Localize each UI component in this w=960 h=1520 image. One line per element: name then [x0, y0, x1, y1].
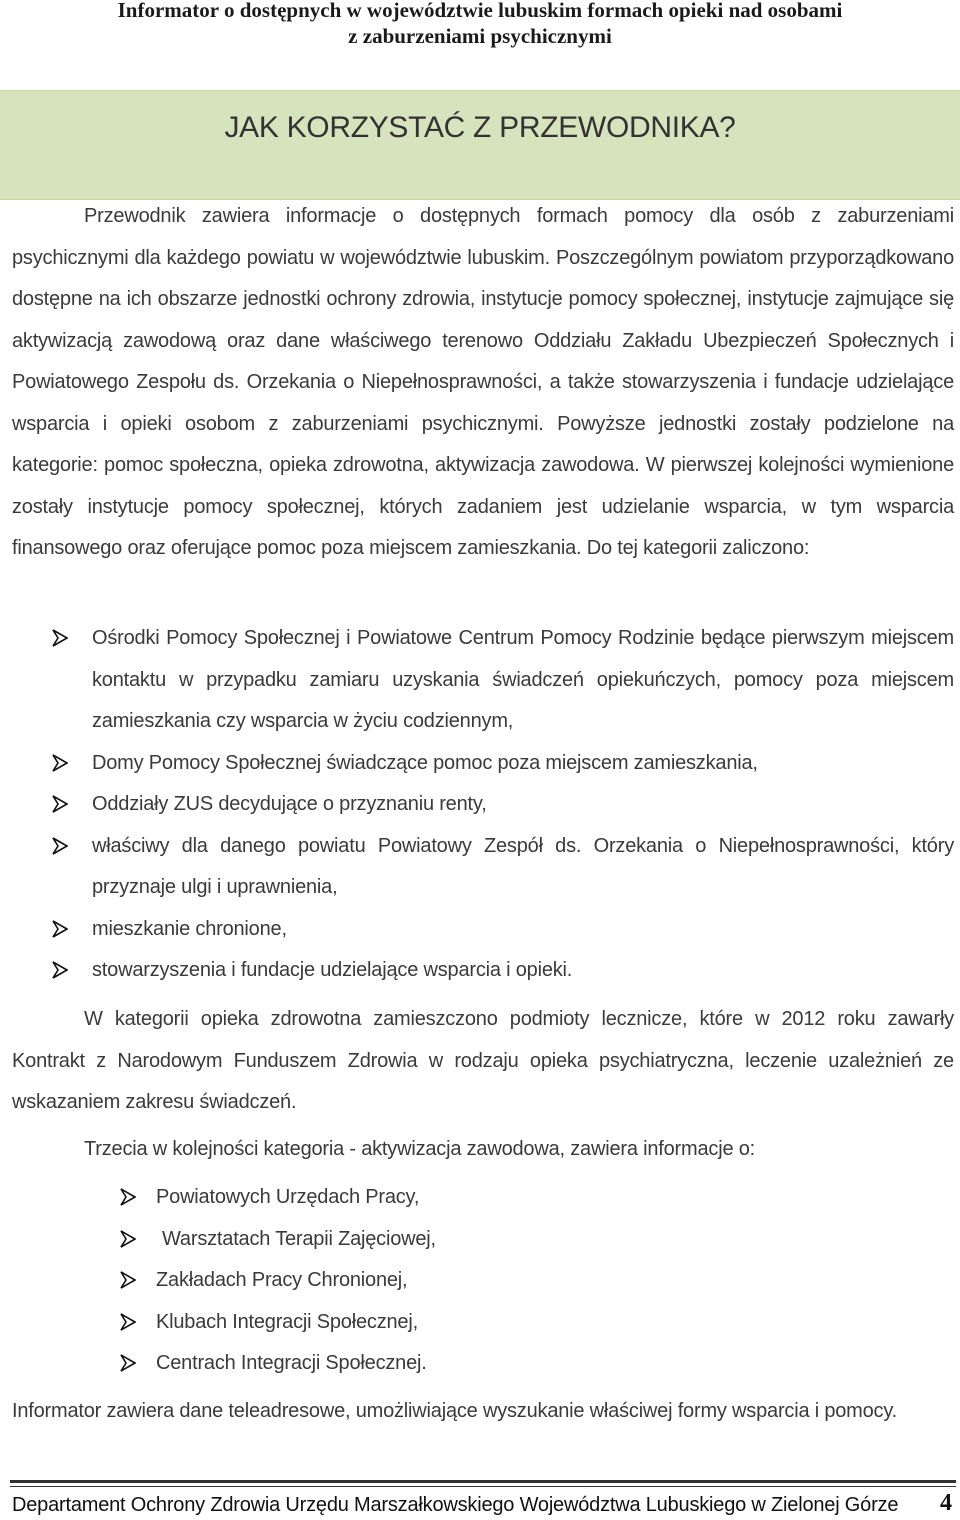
arrow-bullet-icon	[52, 961, 68, 981]
arrow-bullet-icon	[120, 1354, 136, 1374]
arrow-bullet-icon	[52, 837, 68, 857]
list-item: Centrach Integracji Społecznej.	[156, 1343, 936, 1385]
list-item: Ośrodki Pomocy Społecznej i Powiatowe Centrum Pomocy Rodzinie będące pierwszym miejscem kontaktu w przypadku zamiaru uzyskania świadczeń opiekuńczych, pomocy poza miejscem zamieszkania czy wsparcia w życiu codziennym,	[92, 618, 954, 743]
health-care-paragraph	[12, 999, 954, 1124]
list-item: Zakładach Pracy Chronionej,	[156, 1260, 936, 1302]
intro-paragraph-text: Przewodnik zawiera informacje o dostępnych formach pomocy dla osób z zaburzeniami psychicznymi dla każdego powiatu w województwie lubuskim. Poszczególnym powiatom przyporządkowano dostępne na ich obszarze jednostki ochrony zdrowia, instytucje pomocy społecznej, instytucje zajmujące się aktywizacją zawodową oraz dane właściwego terenowo Oddziału Zakładu Ubezpieczeń Społecznych i Powiatowego Zespołu ds. Orzekania o Niepełnosprawności, a także stowarzyszenia i fundacje udzielające wsparcia i opieki osobom z zaburzeniami psychicznymi. Powyższe jednostki zostały podzielone na kategorie: pomoc społeczna, opieka zdrowotna, aktywizacja zawodowa. W pierwszej kolejności wymienione zostały instytucje pomocy społecznej, których zadaniem jest udzielanie wsparcia, w tym wsparcia finansowego oraz oferujące pomoc poza miejscem zamieszkania. Do tej kategorii zaliczono:	[12, 205, 954, 559]
footer-divider-thin	[10, 1486, 956, 1487]
list-item: Powiatowych Urzędach Pracy,	[156, 1177, 936, 1219]
arrow-bullet-icon	[52, 754, 68, 774]
arrow-bullet-icon	[52, 795, 68, 815]
list-item: właściwy dla danego powiatu Powiatowy Zespół ds. Orzekania o Niepełnosprawności, który przyznaje ulgi i uprawnienia,	[92, 826, 954, 909]
activation-list	[156, 1177, 936, 1385]
list-item: Domy Pomocy Społecznej świadczące pomoc poza miejscem zamieszkania,	[92, 743, 954, 785]
health-care-paragraph-text: W kategorii opieka zdrowotna zamieszczono podmioty lecznicze, które w 2012 roku zawarły Kontrakt z Narodowym Funduszem Zdrowia w rodzaju opieka psychiatryczna, leczenie uzależnień ze wskazaniem zakresu świadczeń.	[12, 1008, 954, 1113]
list-item: Oddziały ZUS decydujące o przyznaniu renty,	[92, 784, 954, 826]
page-number: 4	[940, 1490, 952, 1516]
arrow-bullet-icon	[52, 920, 68, 940]
footer-divider	[10, 1480, 956, 1483]
list-item: Klubach Integracji Społecznej,	[156, 1302, 936, 1344]
page-title: JAK KORZYSTAĆ Z PRZEWODNIKA?	[224, 111, 736, 144]
closing-paragraph: Informator zawiera dane teleadresowe, umożliwiające wyszukanie właściwej formy wsparcia i pomocy.	[12, 1400, 898, 1422]
running-header-line-1: Informator o dostępnych w województwie lubuskim formach opieki nad osobami	[117, 0, 843, 22]
list-item: stowarzyszenia i fundacje udzielające wsparcia i opieki.	[92, 950, 954, 992]
list-item: Warsztatach Terapii Zajęciowej,	[156, 1219, 936, 1261]
arrow-bullet-icon	[120, 1313, 136, 1333]
arrow-bullet-icon	[52, 629, 68, 649]
arrow-bullet-icon	[120, 1230, 136, 1250]
list-item: mieszkanie chronione,	[92, 909, 954, 951]
activation-paragraph: Trzecia w kolejności kategoria - aktywizacja zawodowa, zawiera informacje o:	[84, 1138, 756, 1160]
social-help-list	[92, 618, 954, 992]
arrow-bullet-icon	[120, 1188, 136, 1208]
footer-department: Departament Ochrony Zdrowia Urzędu Marszałkowskiego Województwa Lubuskiego w Zielonej Górze	[12, 1494, 899, 1516]
intro-paragraph	[12, 196, 954, 570]
running-header-line-2: z zaburzeniami psychicznymi	[348, 24, 612, 48]
arrow-bullet-icon	[120, 1271, 136, 1291]
